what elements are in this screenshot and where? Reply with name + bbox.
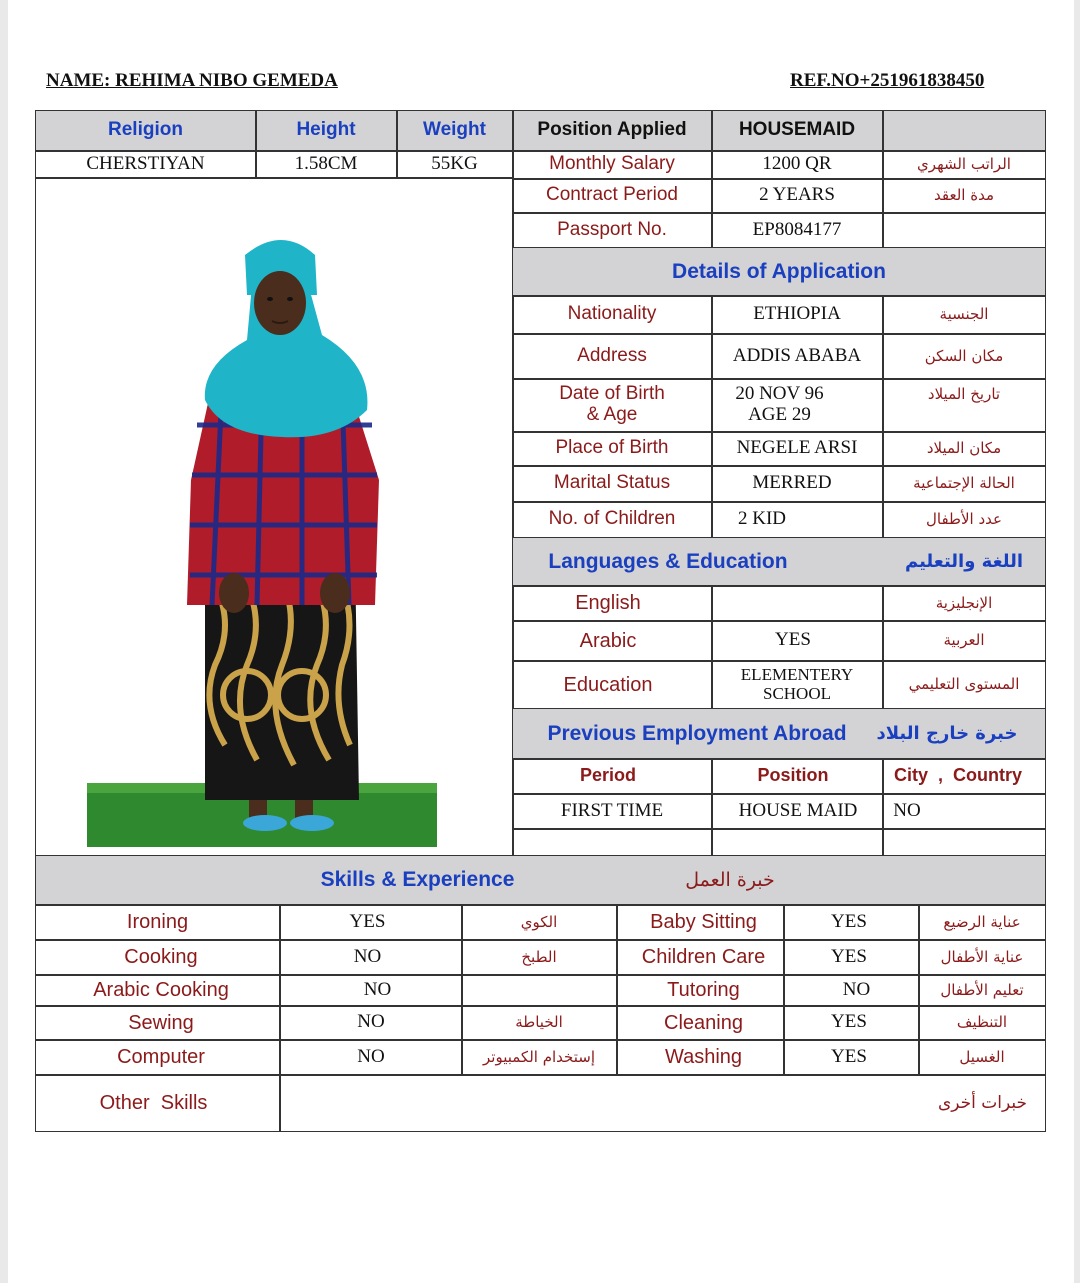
languages-title-ar: اللغة والتعليم (904, 550, 1024, 572)
birthplace-value: NEGELE ARSI (736, 437, 858, 459)
skill-washing-label: Washing (664, 1046, 743, 1068)
skill-cooking-value: NO (353, 945, 382, 967)
english-label: English (575, 592, 641, 614)
arabic-value: YES (775, 629, 811, 651)
skill-cooking-label: Cooking (124, 946, 198, 968)
skill-computer-value: NO (357, 1045, 385, 1067)
position-applied-label: Position Applied (537, 119, 687, 141)
prev-city-value: NO (893, 799, 921, 821)
contract-value: 2 YEARS (759, 184, 835, 206)
languages-title: Languages & Education (548, 549, 788, 573)
skill-children-care-label: Children Care (641, 946, 766, 968)
skill-arabic-cooking-value: NO (363, 978, 392, 1000)
nationality-label-ar: الجنسية (939, 305, 989, 324)
children-label-ar: عدد الأطفال (926, 510, 1002, 529)
skill-arabic-cooking-label: Arabic Cooking (93, 979, 229, 1001)
reference-number: REF.NO+251961838450 (790, 70, 985, 91)
city-country-header: City , Country (893, 765, 1022, 786)
skill-cleaning-value: YES (831, 1011, 867, 1033)
religion-label: Religion (108, 119, 183, 141)
skill-sewing-label: Sewing (128, 1011, 194, 1034)
dob-value: 20 NOV 96 AGE 29 (735, 383, 824, 425)
skill-cleaning-label: Cleaning (664, 1011, 743, 1034)
skill-washing-ar: الغسيل (959, 1047, 1005, 1066)
passport-label: Passport No. (557, 218, 667, 240)
position-applied-value: HOUSEMAID (738, 119, 856, 141)
children-value: 2 KID (737, 508, 787, 530)
weight-label: Weight (423, 119, 486, 141)
contract-label-ar: مدة العقد (934, 186, 994, 205)
other-skills-label-ar: خبرات أخرى (937, 1092, 1028, 1113)
previous-employment-title: Previous Employment Abroad (547, 721, 847, 745)
skill-ironing-label: Ironing (126, 911, 189, 933)
marital-label: Marital Status (553, 472, 671, 494)
skill-ironing-ar: الكوي (520, 912, 558, 931)
other-skills-label: Other Skills (99, 1092, 208, 1114)
skill-baby-sitting-ar: عناية الرضيع (943, 912, 1021, 931)
candidate-name: NAME: REHIMA NIBO GEMEDA (46, 70, 338, 91)
skill-tutoring-label: Tutoring (667, 979, 740, 1001)
skill-computer-ar: إستخدام الكمبيوتر (483, 1047, 595, 1066)
education-value: ELEMENTERY SCHOOL (740, 664, 854, 703)
arabic-label-ar: العربية (943, 631, 985, 650)
skill-children-care-value: YES (831, 945, 867, 967)
address-value: ADDIS ABABA (732, 344, 862, 366)
nationality-value: ETHIOPIA (753, 303, 841, 325)
dob-label-ar: تاريخ الميلاد (927, 384, 1001, 403)
skill-computer-label: Computer (117, 1046, 205, 1068)
prev-period-value: FIRST TIME (560, 799, 664, 821)
prev-position-value: HOUSE MAID (738, 799, 858, 821)
skill-baby-sitting-value: YES (831, 910, 867, 932)
arabic-label: Arabic (579, 629, 637, 652)
dob-label: Date of Birth & Age (559, 383, 665, 425)
religion-value: CHERSTIYAN (86, 152, 205, 174)
position-header: Position (757, 765, 829, 786)
skill-baby-sitting-label: Baby Sitting (650, 911, 757, 933)
english-label-ar: الإنجليزية (935, 593, 993, 612)
education-label: Education (563, 673, 653, 696)
passport-value: EP8084177 (752, 218, 842, 240)
details-title: Details of Application (672, 259, 886, 283)
previous-employment-title-ar: خبرة خارج البلاد (876, 722, 1018, 744)
skill-children-care-ar: عناية الأطفال (940, 947, 1024, 966)
children-label: No. of Children (548, 508, 676, 530)
birthplace-label: Place of Birth (555, 437, 669, 459)
period-header: Period (579, 765, 636, 786)
salary-value: 1200 QR (762, 153, 832, 175)
height-value: 1.58CM (294, 152, 358, 174)
education-label-ar: المستوى التعليمي (908, 675, 1020, 694)
address-label-ar: مكان السكن (924, 346, 1004, 365)
skill-sewing-value: NO (357, 1011, 385, 1033)
salary-label-ar: الراتب الشهري (917, 155, 1011, 174)
nationality-label: Nationality (567, 303, 657, 325)
candidate-photo (87, 225, 437, 847)
weight-value: 55KG (431, 152, 478, 174)
marital-label-ar: الحالة الإجتماعية (913, 474, 1015, 493)
skill-ironing-value: YES (349, 910, 386, 932)
skill-cleaning-ar: التنظيف (956, 1013, 1008, 1032)
height-label: Height (296, 119, 356, 141)
skill-sewing-ar: الخياطة (515, 1013, 563, 1032)
salary-label: Monthly Salary (549, 153, 675, 175)
marital-value: MERRED (752, 472, 832, 494)
contract-label: Contract Period (545, 184, 678, 206)
skill-washing-value: YES (831, 1045, 867, 1067)
skills-title: Skills & Experience (320, 868, 515, 892)
skill-tutoring-value: NO (842, 978, 871, 1000)
skill-tutoring-ar: تعليم الأطفال (940, 980, 1024, 999)
skills-title-ar: خبرة العمل (685, 868, 775, 891)
skill-cooking-ar: الطبخ (521, 947, 557, 966)
birthplace-label-ar: مكان الميلاد (926, 439, 1002, 458)
address-label: Address (577, 344, 647, 366)
